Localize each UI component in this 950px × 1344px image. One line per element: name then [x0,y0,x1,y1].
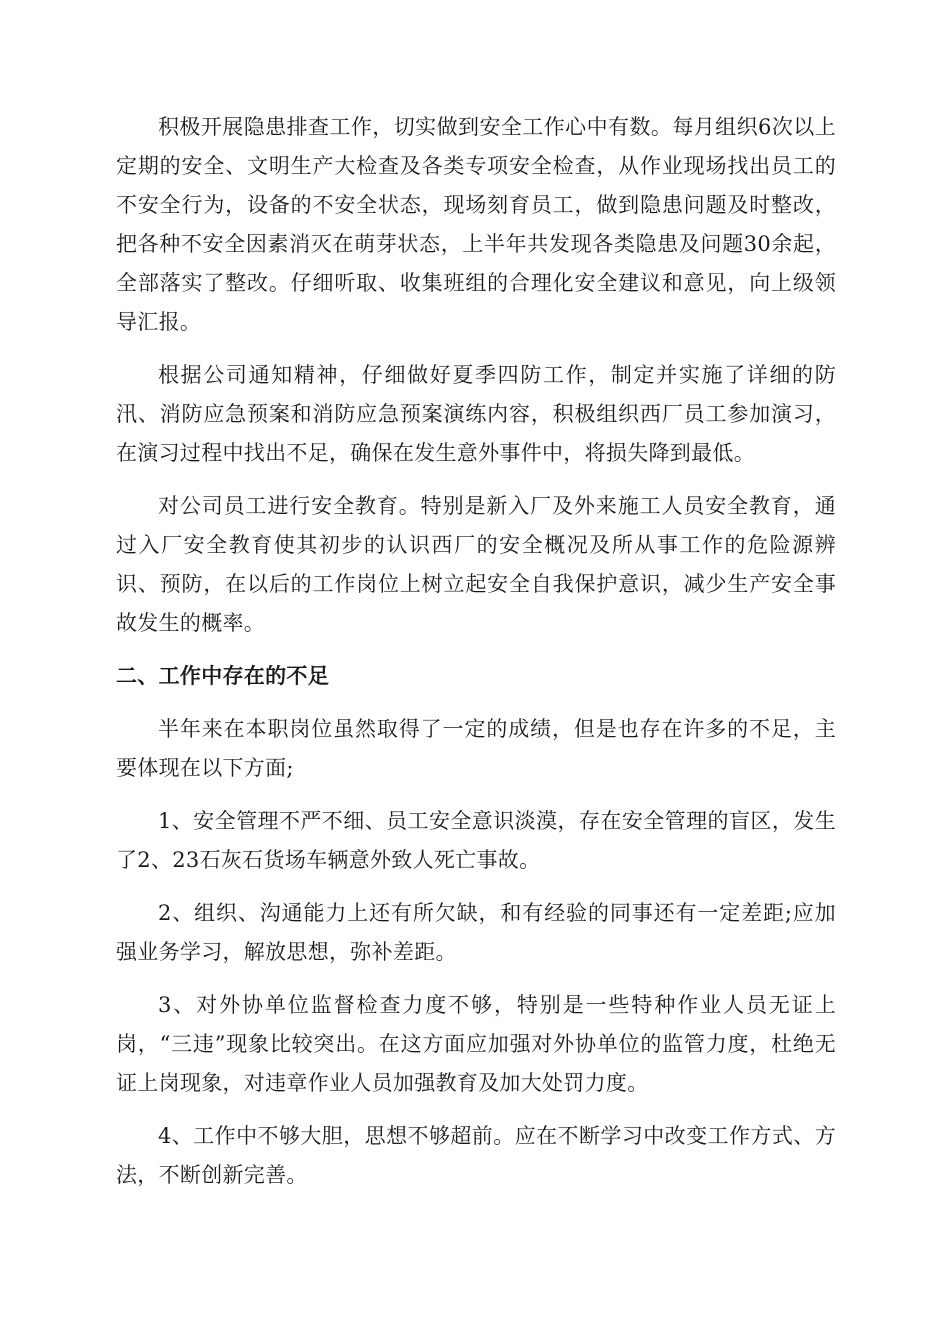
list-item-shortcoming-2: 2、组织、沟通能力上还有所欠缺，和有经验的同事还有一定差距;应加强业务学习，解放思想，弥补差距。 [116,901,836,964]
list-item-shortcoming-3: 3、对外协单位监督检查力度不够，特别是一些特种作业人员无证上岗，“三违”现象比较突出。在这方面应加强对外协单位的监管力度，杜绝无证上岗现象，对违章作业人员加强教育及加大处罚力度。 [116,993,836,1095]
section-heading-shortcomings: 二、工作中存在的不足 [116,664,329,688]
list-item-shortcoming-4: 4、工作中不够大胆，思想不够超前。应在不断学习中改变工作方式、方法，不断创新完善。 [116,1124,836,1187]
list-item-shortcoming-1: 1、安全管理不严不细、员工安全意识淡漠，存在安全管理的盲区，发生了2、23石灰石货场车辆意外致人死亡事故。 [116,809,836,872]
document-page [116,108,836,1195]
paragraph-summer-prevention: 根据公司通知精神，仔细做好夏季四防工作，制定并实施了详细的防汛、消防应急预案和消防应急预案演练内容，积极组织西厂员工参加演习，在演习过程中找出不足，确保在发生意外事件中，将损失降到最低。 [116,363,836,465]
paragraph-shortcomings-intro: 半年来在本职岗位虽然取得了一定的成绩，但是也存在许多的不足，主要体现在以下方面; [116,717,836,780]
paragraph-safety-education: 对公司员工进行安全教育。特别是新入厂及外来施工人员安全教育，通过入厂安全教育使其初步的认识西厂的安全概况及所从事工作的危险源辨识、预防，在以后的工作岗位上树立起安全自我保护意识，减少生产安全事故发生的概率。 [116,494,836,635]
paragraph-hazard-inspection: 积极开展隐患排查工作，切实做到安全工作心中有数。每月组织6次以上定期的安全、文明生产大检查及各类专项安全检查，从作业现场找出员工的不安全行为，设备的不安全状态，现场刻育员工，做到隐患问题及时整改，把各种不安全因素消灭在萌芽状态，上半年共发现各类隐患及问题30余起，全部落实了整改。仔细听取、收集班组的合理化安全建议和意见，向上级领导汇报。 [116,115,836,334]
